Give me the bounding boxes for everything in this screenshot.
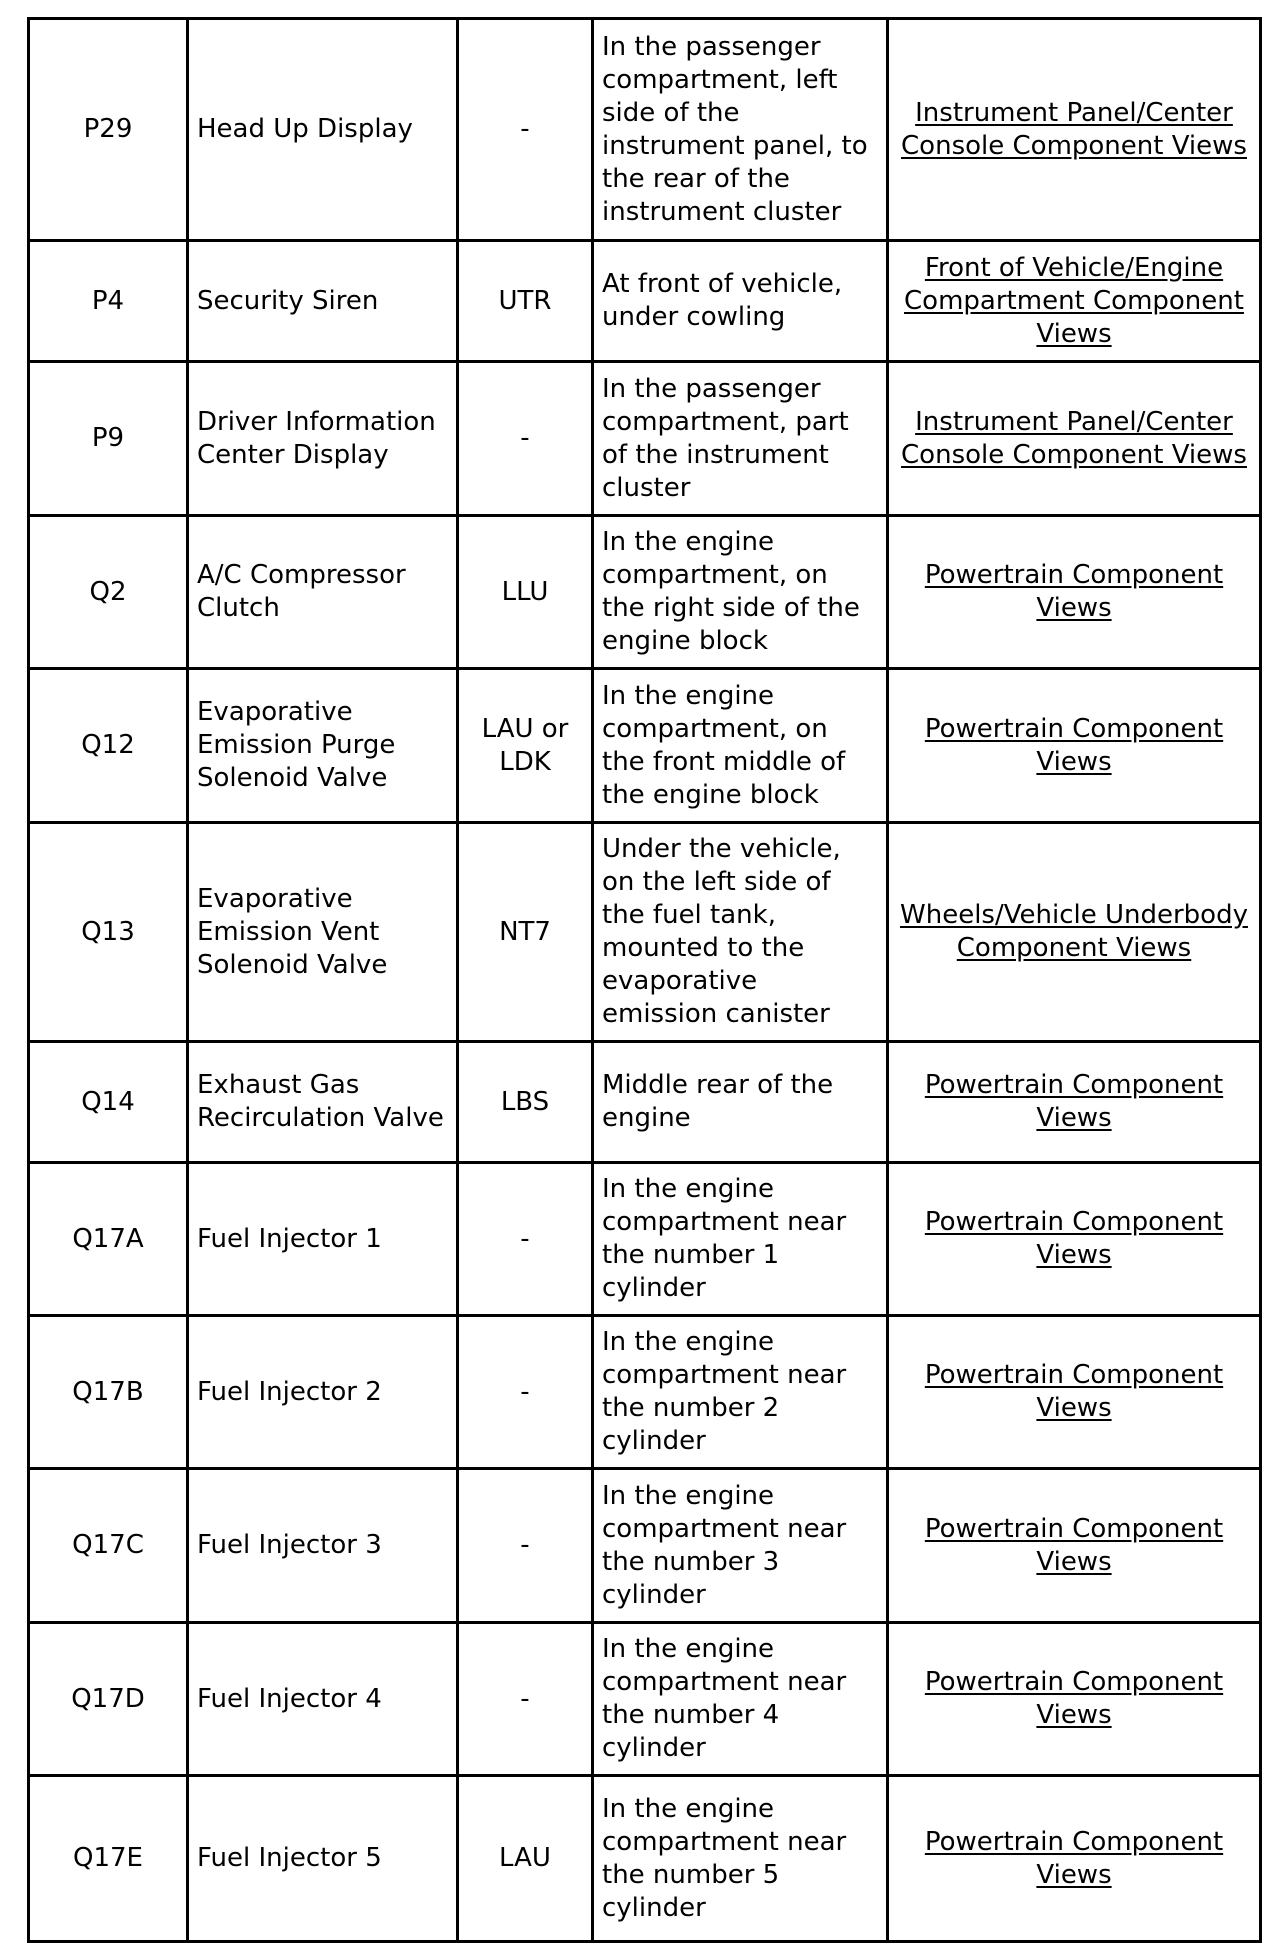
component-name: Fuel Injector 3 [188, 1469, 458, 1623]
component-view-link[interactable]: Powertrain Component Views [924, 560, 1224, 623]
component-id: Q17B [29, 1316, 188, 1469]
component-name: Evaporative Emission Vent Solenoid Valve [188, 823, 458, 1042]
table-row [29, 669, 1261, 823]
component-id: Q12 [29, 669, 188, 823]
component-name: Evaporative Emission Purge Solenoid Valve [188, 669, 458, 823]
component-locator-table [27, 17, 1262, 1943]
component-view-link[interactable]: Powertrain Component Views [924, 1667, 1224, 1730]
component-id: Q17E [29, 1776, 188, 1942]
component-id: Q17C [29, 1469, 188, 1623]
component-name: A/C Compressor Clutch [188, 516, 458, 669]
component-location: Middle rear of the engine [593, 1042, 888, 1163]
component-view-link[interactable]: Powertrain Component Views [924, 1826, 1224, 1890]
component-rpo: - [458, 19, 593, 241]
component-rpo: - [458, 1623, 593, 1776]
component-name: Head Up Display [188, 19, 458, 241]
component-rpo: - [458, 1163, 593, 1316]
component-view-cell [888, 1623, 1261, 1776]
component-view-cell [888, 1042, 1261, 1163]
component-id: Q17D [29, 1623, 188, 1776]
component-location: In the engine compartment, on the front middle of the engine block [593, 669, 888, 823]
table-row [29, 1163, 1261, 1316]
component-view-link[interactable]: Powertrain Component Views [924, 1513, 1224, 1577]
component-rpo: UTR [458, 241, 593, 362]
component-view-cell [888, 669, 1261, 823]
component-view-link[interactable]: Wheels/Vehicle Underbody Component Views [900, 900, 1248, 963]
component-view-link[interactable]: Powertrain Component Views [924, 1070, 1224, 1133]
component-id: P9 [29, 362, 188, 516]
table-row [29, 1776, 1261, 1942]
component-view-link[interactable]: Powertrain Component Views [924, 1360, 1224, 1423]
component-name: Security Siren [188, 241, 458, 362]
component-rpo: NT7 [458, 823, 593, 1042]
component-rpo: - [458, 1469, 593, 1623]
component-name: Driver Information Center Display [188, 362, 458, 516]
component-view-cell [888, 241, 1261, 362]
component-location: In the engine compartment near the number 2 cylinder [593, 1316, 888, 1469]
component-rpo: LLU [458, 516, 593, 669]
component-view-link[interactable]: Powertrain Component Views [924, 713, 1224, 777]
component-view-link[interactable]: Instrument Panel/Center Console Component Views [901, 406, 1247, 470]
table-row [29, 823, 1261, 1042]
component-location: In the engine compartment, on the right side of the engine block [593, 516, 888, 669]
component-id: Q17A [29, 1163, 188, 1316]
component-location: At front of vehicle, under cowling [593, 241, 888, 362]
component-name: Fuel Injector 1 [188, 1163, 458, 1316]
component-view-cell [888, 823, 1261, 1042]
component-rpo: - [458, 1316, 593, 1469]
component-location: In the engine compartment near the number 3 cylinder [593, 1469, 888, 1623]
table-row [29, 1623, 1261, 1776]
component-view-cell [888, 1776, 1261, 1942]
component-rpo: LAU [458, 1776, 593, 1942]
component-id: P29 [29, 19, 188, 241]
table-row [29, 1316, 1261, 1469]
component-view-cell [888, 362, 1261, 516]
component-view-link[interactable]: Powertrain Component Views [924, 1207, 1224, 1270]
component-id: Q2 [29, 516, 188, 669]
component-name: Exhaust Gas Recirculation Valve [188, 1042, 458, 1163]
table-row [29, 516, 1261, 669]
component-view-cell [888, 516, 1261, 669]
component-name: Fuel Injector 5 [188, 1776, 458, 1942]
component-rpo: LBS [458, 1042, 593, 1163]
component-id: Q14 [29, 1042, 188, 1163]
component-view-link[interactable]: Front of Vehicle/Engine Compartment Component Views [904, 252, 1244, 349]
component-view-cell [888, 1163, 1261, 1316]
component-id: Q13 [29, 823, 188, 1042]
component-id: P4 [29, 241, 188, 362]
component-name: Fuel Injector 4 [188, 1623, 458, 1776]
table-row [29, 241, 1261, 362]
component-view-link[interactable]: Instrument Panel/Center Console Component Views [901, 97, 1247, 161]
component-view-cell [888, 1316, 1261, 1469]
table-row [29, 19, 1261, 241]
component-view-cell [888, 19, 1261, 241]
component-location: In the engine compartment near the number 5 cylinder [593, 1776, 888, 1942]
component-rpo: - [458, 362, 593, 516]
component-location: In the engine compartment near the number 4 cylinder [593, 1623, 888, 1776]
component-location: In the passenger compartment, part of the instrument cluster [593, 362, 888, 516]
component-name: Fuel Injector 2 [188, 1316, 458, 1469]
component-location: In the passenger compartment, left side of the instrument panel, to the rear of the instrument cluster [593, 19, 888, 241]
table-row [29, 362, 1261, 516]
component-location: In the engine compartment near the number 1 cylinder [593, 1163, 888, 1316]
table-row [29, 1042, 1261, 1163]
component-location: Under the vehicle, on the left side of the fuel tank, mounted to the evaporative emission canister [593, 823, 888, 1042]
table-row [29, 1469, 1261, 1623]
component-rpo: LAU or LDK [458, 669, 593, 823]
component-view-cell [888, 1469, 1261, 1623]
